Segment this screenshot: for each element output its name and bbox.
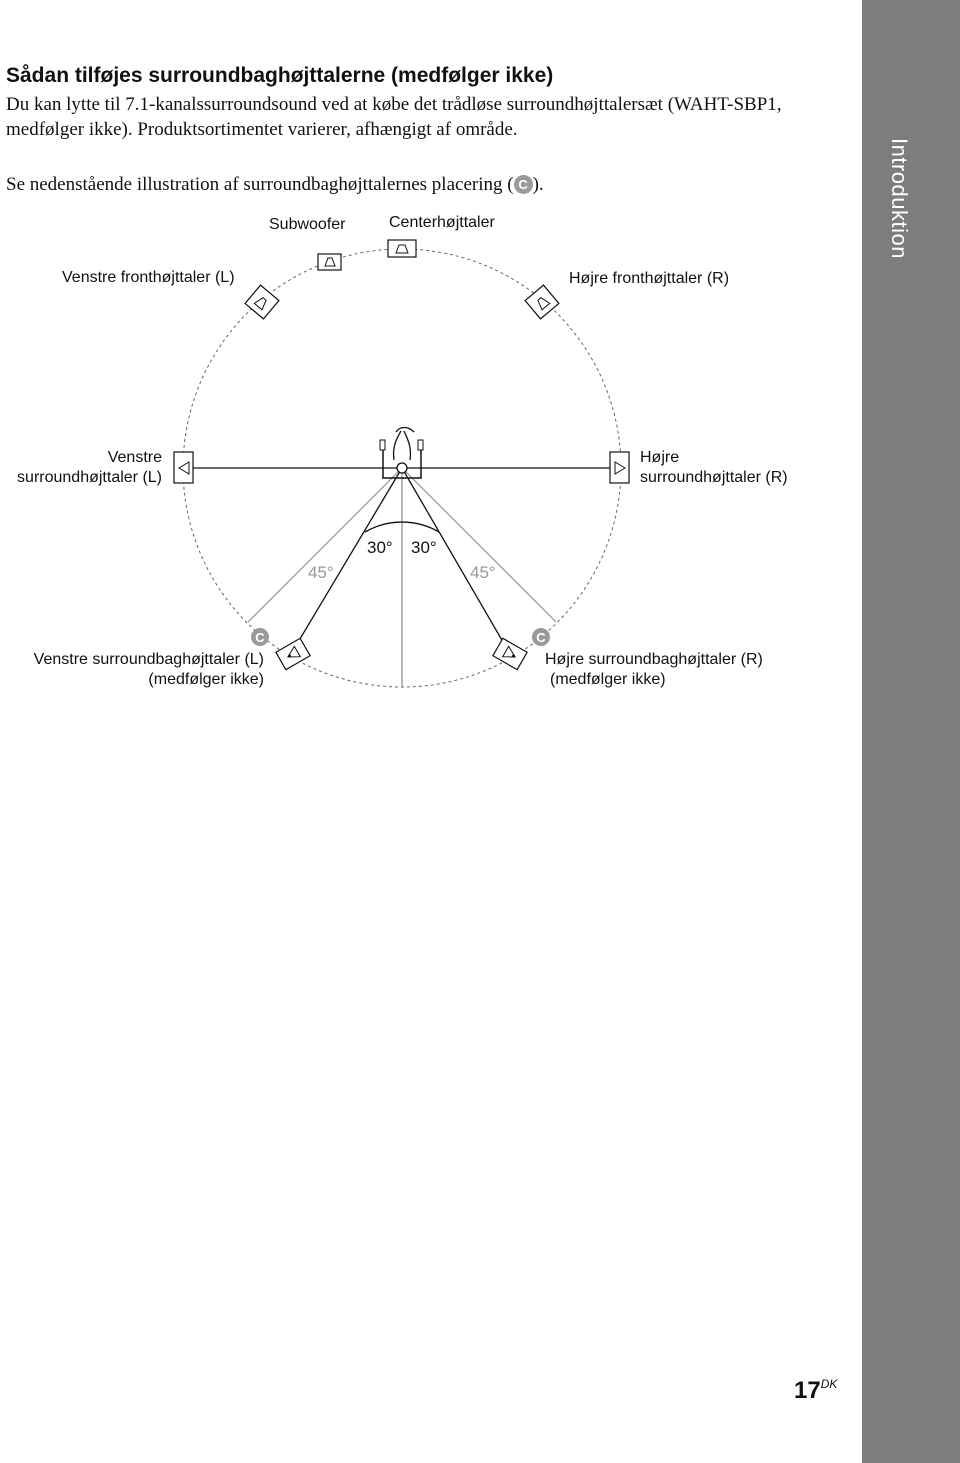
angle-45-left-label: 45° [308, 563, 334, 582]
surround-right-label-line2: surroundhøjttaler (R) [640, 469, 788, 486]
front-right-speaker-icon [525, 285, 559, 319]
listener-icon [380, 428, 423, 479]
intro-paragraph: Du kan lytte til 7.1-kanalssurroundsound ved at købe det trådløse surroundhøjttalersæt (WAHT-SBP1, medfølger ikke). Produktsortimentet varierer, afhængigt af område. [6, 94, 782, 140]
placement-text-end: ). [532, 174, 544, 195]
surround-right-label-line1: Højre [640, 449, 680, 466]
back-right-label-line2: (medfølger ikke) [550, 671, 666, 688]
center-speaker-label: Centerhøjttaler [389, 214, 495, 231]
sidebar-section-label: Introduktion [887, 138, 912, 259]
angle-45-right-label: 45° [470, 563, 496, 582]
surround-right-speaker-icon [610, 452, 629, 483]
back-left-line [291, 468, 402, 654]
page-number-value: 17 [794, 1377, 821, 1404]
back-left-label-line1: Venstre surroundbaghøjttaler (L) [33, 651, 264, 668]
front-left-label: Venstre fronthøjttaler (L) [62, 269, 235, 286]
subwoofer-label: Subwoofer [269, 216, 346, 233]
center-speaker-icon [388, 240, 416, 257]
section-heading: Sådan tilføjes surroundbaghøjttalerne (medfølger ikke) [6, 64, 554, 87]
page-number-suffix: DK [820, 1377, 838, 1391]
angle-30-right-label: 30° [411, 538, 437, 557]
c-badge-left-icon [251, 628, 269, 646]
placement-text: Se nedenstående illustration af surroundbaghøjttalernes placering ( [6, 174, 514, 195]
back-left-speaker-icon [276, 638, 310, 669]
svg-text:C: C [255, 630, 265, 645]
back-right-speaker-icon [493, 638, 527, 669]
surround-left-label-line2: surroundhøjttaler (L) [17, 469, 162, 486]
surround-left-label-line1: Venstre [107, 449, 162, 466]
back-right-label-line1: Højre surroundbaghøjttaler (R) [545, 651, 763, 668]
back-left-label-line2: (medfølger ikke) [148, 671, 264, 688]
surround-left-speaker-icon [174, 452, 193, 483]
speaker-layout-diagram [0, 0, 860, 720]
c-badge-right-icon [532, 628, 550, 646]
c-badge-icon: C [514, 175, 533, 194]
angle-30-left-label: 30° [367, 538, 393, 557]
svg-text:C: C [536, 630, 546, 645]
front-right-label: Højre fronthøjttaler (R) [569, 270, 730, 287]
subwoofer-icon [318, 254, 341, 270]
page-number [794, 1377, 837, 1405]
back-right-line [402, 468, 510, 654]
